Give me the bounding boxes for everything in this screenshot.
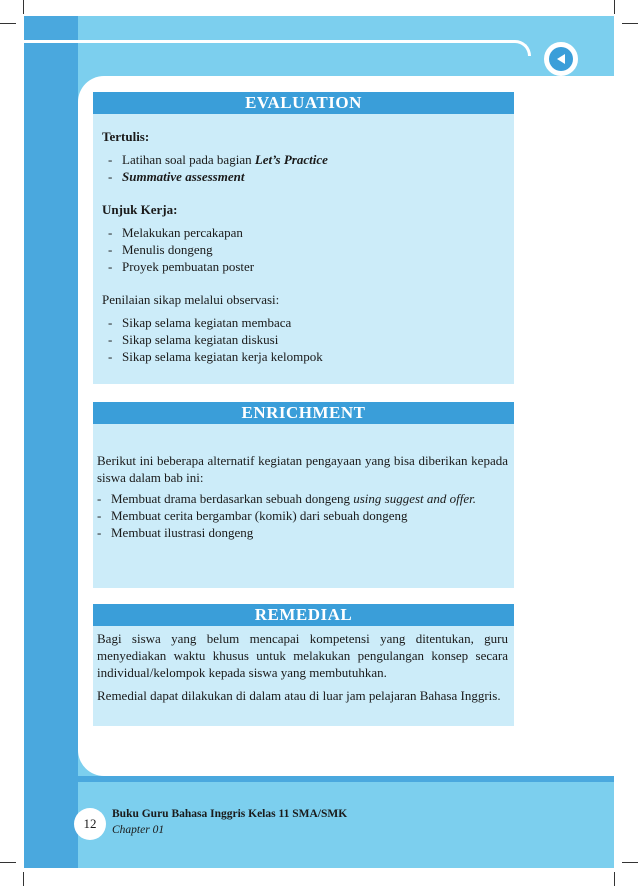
enrichment-section bbox=[93, 402, 514, 588]
tertulis-heading: Tertulis: bbox=[102, 129, 150, 144]
enrichment-list bbox=[97, 490, 508, 541]
list-item: - Melakukan percakapan bbox=[108, 224, 505, 241]
chapter-label: Chapter 01 bbox=[112, 824, 165, 836]
list-item: - Membuat cerita bergambar (komik) dari sebuah dongeng bbox=[97, 507, 508, 524]
list-item: - Proyek pembuatan poster bbox=[108, 258, 505, 275]
book-title: Buku Guru Bahasa Inggris Kelas 11 SMA/SMK bbox=[112, 808, 348, 820]
evaluation-section bbox=[93, 92, 514, 384]
list-item: - Sikap selama kegiatan kerja kelompok bbox=[108, 348, 505, 365]
crop-mark bbox=[614, 872, 615, 886]
unjuk-kerja-heading: Unjuk Kerja: bbox=[102, 202, 178, 217]
list-item: - Sikap selama kegiatan membaca bbox=[108, 314, 505, 331]
remedial-section bbox=[93, 604, 514, 726]
crop-mark bbox=[0, 23, 16, 24]
page-number: 12 bbox=[74, 808, 106, 840]
left-band bbox=[24, 16, 78, 868]
crop-mark bbox=[622, 23, 638, 24]
unjuk-kerja-list bbox=[102, 224, 505, 275]
enrichment-title: ENRICHMENT bbox=[93, 402, 514, 424]
evaluation-title: EVALUATION bbox=[93, 92, 514, 114]
tertulis-list bbox=[102, 151, 505, 185]
list-item: - Menulis dongeng bbox=[108, 241, 505, 258]
list-item: - Sikap selama kegiatan diskusi bbox=[108, 331, 505, 348]
crop-mark bbox=[23, 872, 24, 886]
top-decor-line bbox=[24, 40, 531, 56]
remedial-title: REMEDIAL bbox=[93, 604, 514, 626]
enrichment-intro: Berikut ini beberapa alternatif kegiatan pengayaan yang bisa diberikan kepada siswa dalam bab ini: bbox=[97, 453, 508, 485]
back-button[interactable] bbox=[544, 42, 578, 76]
list-item: - Summative assessment bbox=[108, 168, 505, 185]
list-item: - Membuat drama berdasarkan sebuah dongeng using suggest and offer. bbox=[97, 490, 508, 507]
crop-mark bbox=[614, 0, 615, 14]
sikap-list bbox=[102, 314, 505, 365]
remedial-paragraph: Bagi siswa yang belum mencapai kompetensi yang ditentukan, guru menyediakan waktu khusus untuk melakukan pengulangan konsep secara individual/kelompok kepada siswa yang membutuhkan. bbox=[97, 631, 508, 680]
bottom-decor-strip bbox=[24, 776, 614, 782]
sikap-heading: Penilaian sikap melalui observasi: bbox=[102, 292, 280, 307]
list-item: - Membuat ilustrasi dongeng bbox=[97, 524, 508, 541]
crop-mark bbox=[622, 862, 638, 863]
list-item: - Latihan soal pada bagian Let’s Practice bbox=[108, 151, 505, 168]
crop-mark bbox=[23, 0, 24, 14]
crop-mark bbox=[0, 862, 16, 863]
back-arrow-icon bbox=[553, 51, 569, 67]
remedial-paragraph: Remedial dapat dilakukan di dalam atau di luar jam pelajaran Bahasa Inggris. bbox=[97, 688, 501, 703]
